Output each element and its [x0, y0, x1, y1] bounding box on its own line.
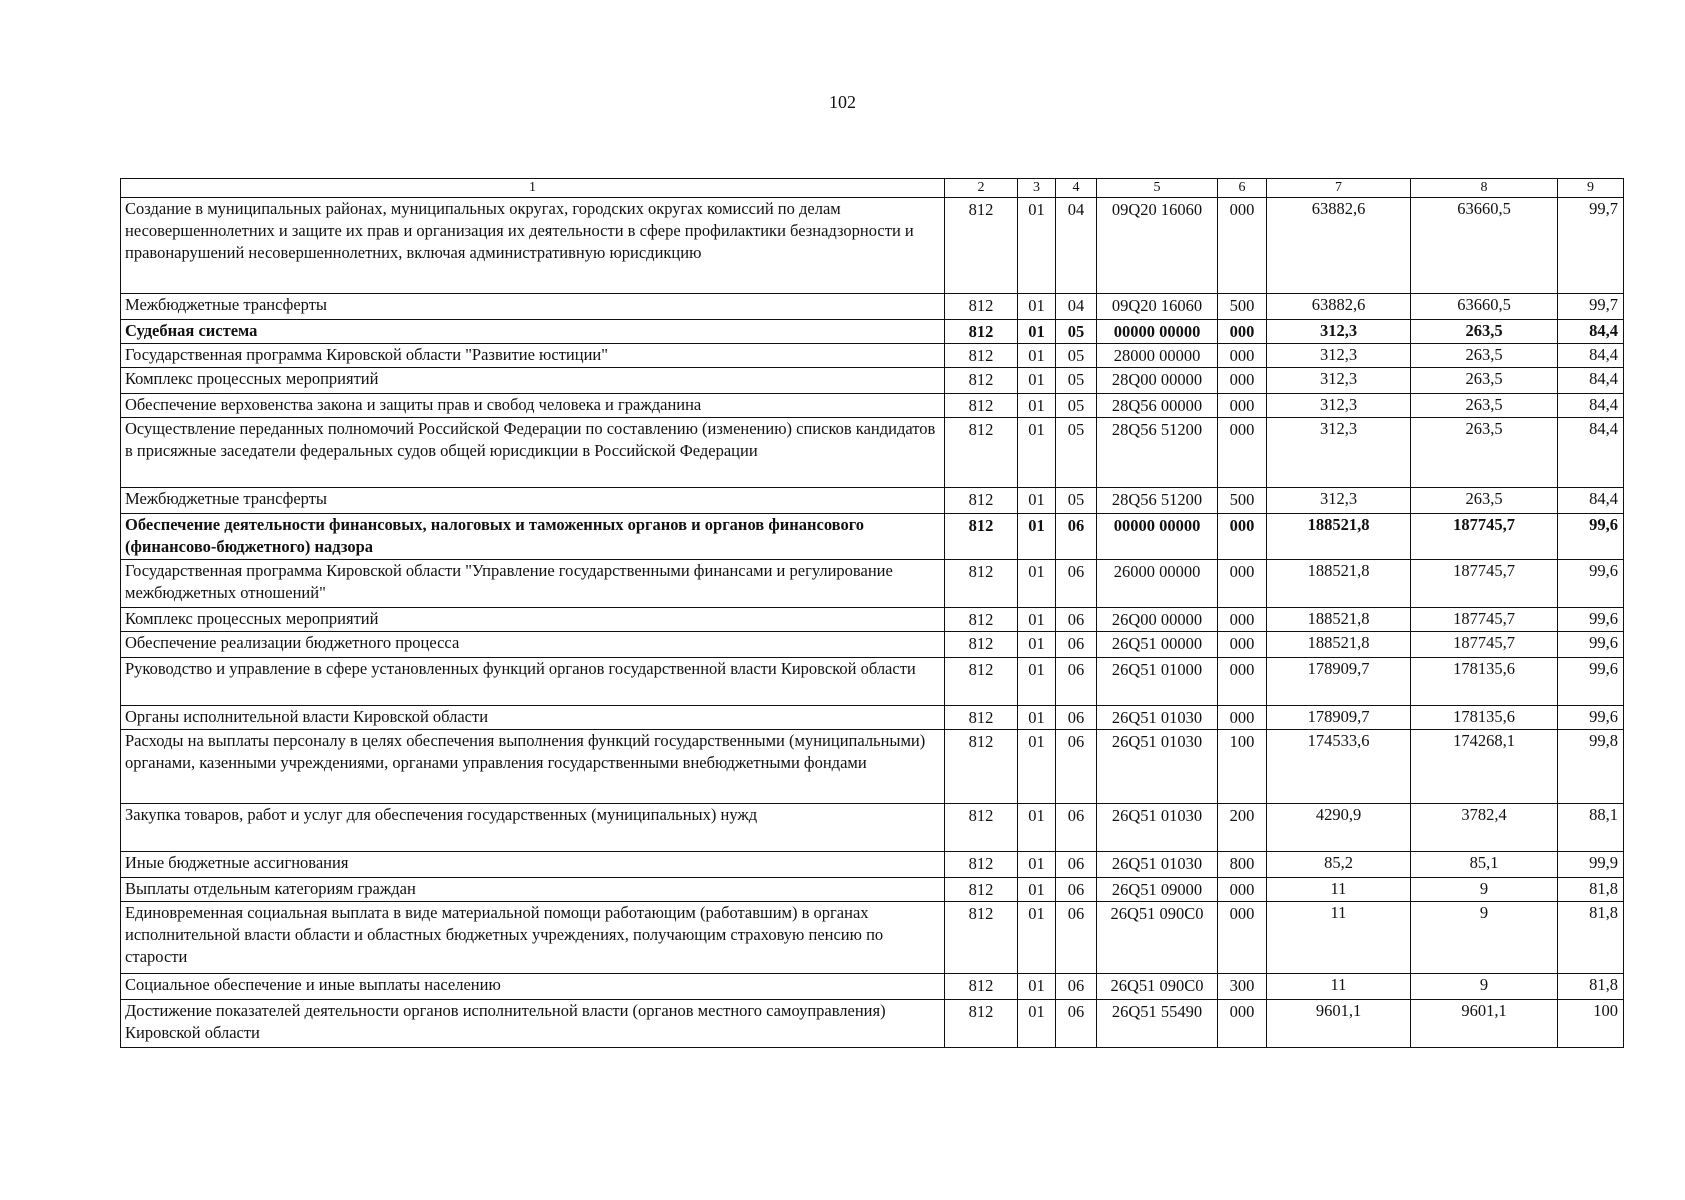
subsection-code-cell: 06 — [1056, 608, 1097, 632]
subsection-code-cell: 06 — [1056, 730, 1097, 804]
row-name-cell: Руководство и управление в сфере установленных функций органов государственной власти Кировской области — [121, 658, 945, 706]
planned-amount-cell: 312,3 — [1267, 344, 1411, 368]
execution-percent-cell: 84,4 — [1558, 344, 1624, 368]
execution-percent-cell: 81,8 — [1558, 902, 1624, 974]
column-header: 6 — [1218, 179, 1267, 198]
expense-type-cell: 000 — [1218, 198, 1267, 294]
expense-type-cell: 000 — [1218, 514, 1267, 560]
actual-amount-cell: 263,5 — [1411, 344, 1558, 368]
execution-percent-cell: 99,7 — [1558, 198, 1624, 294]
grbs-code-cell: 812 — [945, 198, 1018, 294]
column-header: 1 — [121, 179, 945, 198]
planned-amount-cell: 11 — [1267, 878, 1411, 902]
section-code-cell: 01 — [1018, 852, 1056, 878]
target-article-cell: 26Q51 09000 — [1097, 878, 1218, 902]
target-article-cell: 26Q00 00000 — [1097, 608, 1218, 632]
actual-amount-cell: 63660,5 — [1411, 294, 1558, 320]
expense-type-cell: 000 — [1218, 608, 1267, 632]
section-code-cell: 01 — [1018, 974, 1056, 1000]
planned-amount-cell: 312,3 — [1267, 368, 1411, 394]
grbs-code-cell: 812 — [945, 902, 1018, 974]
row-name-cell: Государственная программа Кировской области "Развитие юстиции" — [121, 344, 945, 368]
grbs-code-cell: 812 — [945, 608, 1018, 632]
row-name-cell: Комплекс процессных мероприятий — [121, 608, 945, 632]
actual-amount-cell: 187745,7 — [1411, 514, 1558, 560]
table-row — [121, 320, 1624, 344]
actual-amount-cell: 9 — [1411, 878, 1558, 902]
execution-percent-cell: 99,7 — [1558, 294, 1624, 320]
subsection-code-cell: 05 — [1056, 394, 1097, 418]
table-row — [121, 394, 1624, 418]
table-row — [121, 730, 1624, 804]
table-body — [121, 179, 1624, 1048]
grbs-code-cell: 812 — [945, 632, 1018, 658]
subsection-code-cell: 06 — [1056, 974, 1097, 1000]
row-name-cell: Расходы на выплаты персоналу в целях обеспечения выполнения функций государственными (муниципальными) органами, казенными учреждениями, органами управления государственными внебюджетными фондами — [121, 730, 945, 804]
target-article-cell: 28Q56 00000 — [1097, 394, 1218, 418]
grbs-code-cell: 812 — [945, 1000, 1018, 1048]
subsection-code-cell: 06 — [1056, 878, 1097, 902]
expense-type-cell: 000 — [1218, 368, 1267, 394]
planned-amount-cell: 4290,9 — [1267, 804, 1411, 852]
row-name-cell: Межбюджетные трансферты — [121, 488, 945, 514]
table-row — [121, 368, 1624, 394]
target-article-cell: 28000 00000 — [1097, 344, 1218, 368]
column-header: 4 — [1056, 179, 1097, 198]
row-name-cell: Закупка товаров, работ и услуг для обеспечения государственных (муниципальных) нужд — [121, 804, 945, 852]
expense-type-cell: 800 — [1218, 852, 1267, 878]
table-row — [121, 974, 1624, 1000]
expense-type-cell: 000 — [1218, 632, 1267, 658]
target-article-cell: 26Q51 01000 — [1097, 658, 1218, 706]
row-name-cell: Выплаты отдельным категориям граждан — [121, 878, 945, 902]
row-name-cell: Осуществление переданных полномочий Российской Федерации по составлению (изменению) списков кандидатов в присяжные заседатели федеральных судов общей юрисдикции в Российской Федерации — [121, 418, 945, 488]
execution-percent-cell: 100 — [1558, 1000, 1624, 1048]
column-number-row — [121, 179, 1624, 198]
table-row — [121, 198, 1624, 294]
grbs-code-cell: 812 — [945, 514, 1018, 560]
table-row — [121, 706, 1624, 730]
section-code-cell: 01 — [1018, 320, 1056, 344]
table-row — [121, 560, 1624, 608]
target-article-cell: 26Q51 090C0 — [1097, 902, 1218, 974]
subsection-code-cell: 06 — [1056, 514, 1097, 560]
expense-type-cell: 000 — [1218, 394, 1267, 418]
target-article-cell: 28Q56 51200 — [1097, 488, 1218, 514]
subsection-code-cell: 06 — [1056, 1000, 1097, 1048]
execution-percent-cell: 99,6 — [1558, 514, 1624, 560]
actual-amount-cell: 63660,5 — [1411, 198, 1558, 294]
subsection-code-cell: 05 — [1056, 368, 1097, 394]
execution-percent-cell: 84,4 — [1558, 368, 1624, 394]
execution-percent-cell: 84,4 — [1558, 488, 1624, 514]
execution-percent-cell: 99,6 — [1558, 632, 1624, 658]
grbs-code-cell: 812 — [945, 368, 1018, 394]
section-code-cell: 01 — [1018, 294, 1056, 320]
actual-amount-cell: 174268,1 — [1411, 730, 1558, 804]
target-article-cell: 09Q20 16060 — [1097, 294, 1218, 320]
target-article-cell: 26Q51 01030 — [1097, 730, 1218, 804]
planned-amount-cell: 312,3 — [1267, 394, 1411, 418]
planned-amount-cell: 178909,7 — [1267, 658, 1411, 706]
actual-amount-cell: 3782,4 — [1411, 804, 1558, 852]
table-row — [121, 852, 1624, 878]
column-header: 2 — [945, 179, 1018, 198]
actual-amount-cell: 9601,1 — [1411, 1000, 1558, 1048]
grbs-code-cell: 812 — [945, 706, 1018, 730]
section-code-cell: 01 — [1018, 394, 1056, 418]
subsection-code-cell: 06 — [1056, 560, 1097, 608]
target-article-cell: 26Q51 00000 — [1097, 632, 1218, 658]
row-name-cell: Обеспечение деятельности финансовых, налоговых и таможенных органов и органов финансового (финансово-бюджетного) надзора — [121, 514, 945, 560]
section-code-cell: 01 — [1018, 706, 1056, 730]
table-row — [121, 608, 1624, 632]
execution-percent-cell: 84,4 — [1558, 394, 1624, 418]
target-article-cell: 00000 00000 — [1097, 514, 1218, 560]
target-article-cell: 28Q00 00000 — [1097, 368, 1218, 394]
execution-percent-cell: 99,8 — [1558, 730, 1624, 804]
grbs-code-cell: 812 — [945, 974, 1018, 1000]
planned-amount-cell: 188521,8 — [1267, 632, 1411, 658]
section-code-cell: 01 — [1018, 368, 1056, 394]
section-code-cell: 01 — [1018, 344, 1056, 368]
target-article-cell: 26Q51 01030 — [1097, 706, 1218, 730]
row-name-cell: Создание в муниципальных районах, муниципальных округах, городских округах комиссий по делам несовершеннолетних и защите их прав и организация их деятельности в сфере профилактики безнадзорности и правонарушений несовершеннолетних, включая административную юрисдикцию — [121, 198, 945, 294]
subsection-code-cell: 06 — [1056, 706, 1097, 730]
table-row — [121, 804, 1624, 852]
planned-amount-cell: 85,2 — [1267, 852, 1411, 878]
column-header: 5 — [1097, 179, 1218, 198]
expense-type-cell: 000 — [1218, 344, 1267, 368]
row-name-cell: Единовременная социальная выплата в виде материальной помощи работающим (работавшим) в органах исполнительной власти области и областных бюджетных учреждениях, получающим страховую пенсию по старости — [121, 902, 945, 974]
column-header: 9 — [1558, 179, 1624, 198]
execution-percent-cell: 99,6 — [1558, 658, 1624, 706]
expense-type-cell: 000 — [1218, 560, 1267, 608]
planned-amount-cell: 63882,6 — [1267, 198, 1411, 294]
expense-type-cell: 100 — [1218, 730, 1267, 804]
section-code-cell: 01 — [1018, 658, 1056, 706]
actual-amount-cell: 187745,7 — [1411, 608, 1558, 632]
table-row — [121, 632, 1624, 658]
expense-type-cell: 000 — [1218, 902, 1267, 974]
section-code-cell: 01 — [1018, 878, 1056, 902]
execution-percent-cell: 84,4 — [1558, 320, 1624, 344]
planned-amount-cell: 312,3 — [1267, 418, 1411, 488]
subsection-code-cell: 06 — [1056, 804, 1097, 852]
row-name-cell: Обеспечение верховенства закона и защиты прав и свобод человека и гражданина — [121, 394, 945, 418]
target-article-cell: 26Q51 01030 — [1097, 804, 1218, 852]
subsection-code-cell: 06 — [1056, 852, 1097, 878]
target-article-cell: 28Q56 51200 — [1097, 418, 1218, 488]
section-code-cell: 01 — [1018, 804, 1056, 852]
subsection-code-cell: 04 — [1056, 294, 1097, 320]
table-row — [121, 418, 1624, 488]
actual-amount-cell: 263,5 — [1411, 488, 1558, 514]
grbs-code-cell: 812 — [945, 488, 1018, 514]
table-row — [121, 514, 1624, 560]
expense-type-cell: 200 — [1218, 804, 1267, 852]
planned-amount-cell: 63882,6 — [1267, 294, 1411, 320]
expense-type-cell: 000 — [1218, 878, 1267, 902]
budget-table — [120, 178, 1624, 1048]
grbs-code-cell: 812 — [945, 418, 1018, 488]
row-name-cell: Достижение показателей деятельности органов исполнительной власти (органов местного самоуправления) Кировской области — [121, 1000, 945, 1048]
planned-amount-cell: 312,3 — [1267, 488, 1411, 514]
actual-amount-cell: 85,1 — [1411, 852, 1558, 878]
section-code-cell: 01 — [1018, 198, 1056, 294]
actual-amount-cell: 263,5 — [1411, 418, 1558, 488]
execution-percent-cell: 99,6 — [1558, 706, 1624, 730]
expense-type-cell: 000 — [1218, 320, 1267, 344]
planned-amount-cell: 178909,7 — [1267, 706, 1411, 730]
table-row — [121, 902, 1624, 974]
grbs-code-cell: 812 — [945, 294, 1018, 320]
planned-amount-cell: 188521,8 — [1267, 560, 1411, 608]
subsection-code-cell: 05 — [1056, 488, 1097, 514]
planned-amount-cell: 312,3 — [1267, 320, 1411, 344]
actual-amount-cell: 263,5 — [1411, 394, 1558, 418]
expense-type-cell: 000 — [1218, 418, 1267, 488]
expense-type-cell: 000 — [1218, 706, 1267, 730]
row-name-cell: Государственная программа Кировской области "Управление государственными финансами и регулирование межбюджетных отношений" — [121, 560, 945, 608]
planned-amount-cell: 174533,6 — [1267, 730, 1411, 804]
actual-amount-cell: 187745,7 — [1411, 632, 1558, 658]
expense-type-cell: 000 — [1218, 1000, 1267, 1048]
grbs-code-cell: 812 — [945, 320, 1018, 344]
grbs-code-cell: 812 — [945, 394, 1018, 418]
execution-percent-cell: 84,4 — [1558, 418, 1624, 488]
subsection-code-cell: 06 — [1056, 632, 1097, 658]
section-code-cell: 01 — [1018, 632, 1056, 658]
execution-percent-cell: 99,9 — [1558, 852, 1624, 878]
execution-percent-cell: 81,8 — [1558, 878, 1624, 902]
row-name-cell: Комплекс процессных мероприятий — [121, 368, 945, 394]
section-code-cell: 01 — [1018, 730, 1056, 804]
section-code-cell: 01 — [1018, 418, 1056, 488]
planned-amount-cell: 188521,8 — [1267, 514, 1411, 560]
grbs-code-cell: 812 — [945, 878, 1018, 902]
page-number: 102 — [829, 92, 856, 112]
actual-amount-cell: 9 — [1411, 902, 1558, 974]
table-row — [121, 878, 1624, 902]
grbs-code-cell: 812 — [945, 804, 1018, 852]
grbs-code-cell: 812 — [945, 560, 1018, 608]
planned-amount-cell: 11 — [1267, 974, 1411, 1000]
planned-amount-cell: 9601,1 — [1267, 1000, 1411, 1048]
expense-type-cell: 300 — [1218, 974, 1267, 1000]
column-header: 7 — [1267, 179, 1411, 198]
grbs-code-cell: 812 — [945, 730, 1018, 804]
subsection-code-cell: 05 — [1056, 320, 1097, 344]
table-row — [121, 658, 1624, 706]
grbs-code-cell: 812 — [945, 852, 1018, 878]
actual-amount-cell: 263,5 — [1411, 368, 1558, 394]
row-name-cell: Судебная система — [121, 320, 945, 344]
row-name-cell: Межбюджетные трансферты — [121, 294, 945, 320]
target-article-cell: 26Q51 01030 — [1097, 852, 1218, 878]
section-code-cell: 01 — [1018, 514, 1056, 560]
section-code-cell: 01 — [1018, 1000, 1056, 1048]
subsection-code-cell: 04 — [1056, 198, 1097, 294]
planned-amount-cell: 188521,8 — [1267, 608, 1411, 632]
row-name-cell: Иные бюджетные ассигнования — [121, 852, 945, 878]
row-name-cell: Обеспечение реализации бюджетного процесса — [121, 632, 945, 658]
row-name-cell: Органы исполнительной власти Кировской области — [121, 706, 945, 730]
target-article-cell: 26000 00000 — [1097, 560, 1218, 608]
target-article-cell: 09Q20 16060 — [1097, 198, 1218, 294]
expense-type-cell: 000 — [1218, 658, 1267, 706]
expense-type-cell: 500 — [1218, 294, 1267, 320]
section-code-cell: 01 — [1018, 608, 1056, 632]
actual-amount-cell: 9 — [1411, 974, 1558, 1000]
execution-percent-cell: 99,6 — [1558, 608, 1624, 632]
execution-percent-cell: 88,1 — [1558, 804, 1624, 852]
actual-amount-cell: 263,5 — [1411, 320, 1558, 344]
expense-type-cell: 500 — [1218, 488, 1267, 514]
row-name-cell: Социальное обеспечение и иные выплаты населению — [121, 974, 945, 1000]
grbs-code-cell: 812 — [945, 344, 1018, 368]
actual-amount-cell: 178135,6 — [1411, 658, 1558, 706]
table-row — [121, 294, 1624, 320]
table-row — [121, 1000, 1624, 1048]
table-row — [121, 344, 1624, 368]
subsection-code-cell: 06 — [1056, 658, 1097, 706]
actual-amount-cell: 187745,7 — [1411, 560, 1558, 608]
table-row — [121, 488, 1624, 514]
section-code-cell: 01 — [1018, 488, 1056, 514]
section-code-cell: 01 — [1018, 560, 1056, 608]
section-code-cell: 01 — [1018, 902, 1056, 974]
target-article-cell: 26Q51 090C0 — [1097, 974, 1218, 1000]
subsection-code-cell: 05 — [1056, 418, 1097, 488]
actual-amount-cell: 178135,6 — [1411, 706, 1558, 730]
execution-percent-cell: 99,6 — [1558, 560, 1624, 608]
planned-amount-cell: 11 — [1267, 902, 1411, 974]
subsection-code-cell: 06 — [1056, 902, 1097, 974]
subsection-code-cell: 05 — [1056, 344, 1097, 368]
grbs-code-cell: 812 — [945, 658, 1018, 706]
column-header: 8 — [1411, 179, 1558, 198]
target-article-cell: 00000 00000 — [1097, 320, 1218, 344]
execution-percent-cell: 81,8 — [1558, 974, 1624, 1000]
target-article-cell: 26Q51 55490 — [1097, 1000, 1218, 1048]
column-header: 3 — [1018, 179, 1056, 198]
